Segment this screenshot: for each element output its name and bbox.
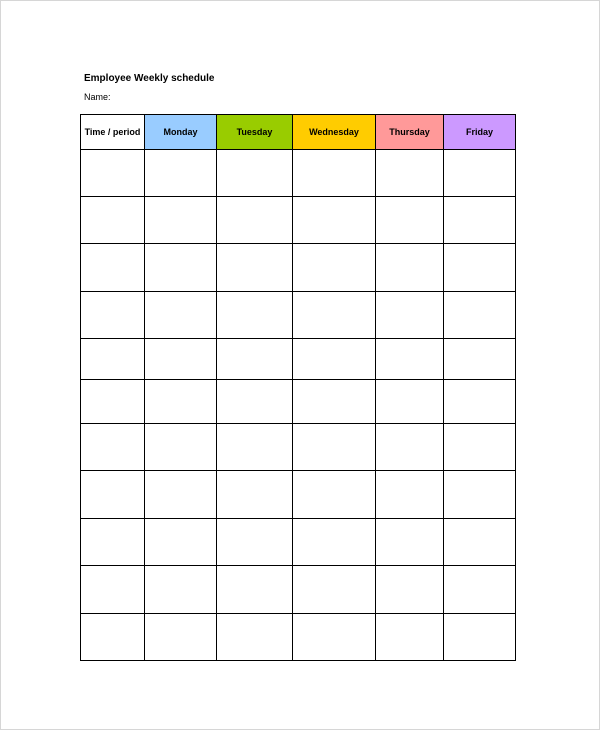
schedule-cell-friday xyxy=(444,244,516,292)
table-row xyxy=(81,244,516,292)
header-wednesday: Wednesday xyxy=(293,115,376,150)
schedule-cell-monday xyxy=(145,614,217,661)
schedule-cell-tuesday xyxy=(217,339,293,380)
schedule-cell-friday xyxy=(444,380,516,424)
schedule-cell-time-period xyxy=(81,380,145,424)
schedule-cell-wednesday xyxy=(293,519,376,566)
schedule-cell-time-period xyxy=(81,197,145,244)
schedule-cell-wednesday xyxy=(293,471,376,519)
schedule-cell-thursday xyxy=(376,150,444,197)
schedule-cell-monday xyxy=(145,292,217,339)
table-row xyxy=(81,614,516,661)
schedule-cell-tuesday xyxy=(217,150,293,197)
table-row xyxy=(81,471,516,519)
schedule-cell-time-period xyxy=(81,614,145,661)
schedule-cell-thursday xyxy=(376,380,444,424)
schedule-cell-time-period xyxy=(81,566,145,614)
header-row xyxy=(81,115,516,150)
schedule-cell-friday xyxy=(444,471,516,519)
schedule-cell-time-period xyxy=(81,292,145,339)
schedule-cell-tuesday xyxy=(217,614,293,661)
schedule-cell-wednesday xyxy=(293,339,376,380)
schedule-cell-monday xyxy=(145,566,217,614)
schedule-cell-thursday xyxy=(376,339,444,380)
schedule-cell-tuesday xyxy=(217,292,293,339)
table-row xyxy=(81,519,516,566)
schedule-cell-thursday xyxy=(376,197,444,244)
table-row xyxy=(81,150,516,197)
schedule-cell-friday xyxy=(444,566,516,614)
schedule-cell-thursday xyxy=(376,292,444,339)
schedule-cell-friday xyxy=(444,339,516,380)
table-row xyxy=(81,197,516,244)
name-label: Name: xyxy=(84,92,111,102)
schedule-table xyxy=(80,114,516,661)
schedule-cell-wednesday xyxy=(293,566,376,614)
schedule-cell-monday xyxy=(145,519,217,566)
schedule-cell-time-period xyxy=(81,244,145,292)
schedule-cell-monday xyxy=(145,244,217,292)
schedule-cell-time-period xyxy=(81,150,145,197)
schedule-cell-monday xyxy=(145,424,217,471)
schedule-cell-thursday xyxy=(376,614,444,661)
schedule-cell-time-period xyxy=(81,519,145,566)
table-row xyxy=(81,339,516,380)
schedule-cell-wednesday xyxy=(293,380,376,424)
schedule-cell-friday xyxy=(444,519,516,566)
table-row xyxy=(81,380,516,424)
schedule-cell-tuesday xyxy=(217,424,293,471)
schedule-cell-tuesday xyxy=(217,471,293,519)
schedule-cell-wednesday xyxy=(293,197,376,244)
schedule-cell-wednesday xyxy=(293,150,376,197)
header-tuesday: Tuesday xyxy=(217,115,293,150)
schedule-cell-time-period xyxy=(81,424,145,471)
schedule-body xyxy=(81,150,516,661)
header-time-period: Time / period xyxy=(81,115,145,150)
table-row xyxy=(81,424,516,471)
schedule-cell-time-period xyxy=(81,339,145,380)
table-row xyxy=(81,292,516,339)
header-thursday: Thursday xyxy=(376,115,444,150)
schedule-cell-tuesday xyxy=(217,519,293,566)
schedule-cell-thursday xyxy=(376,519,444,566)
schedule-cell-tuesday xyxy=(217,197,293,244)
schedule-cell-monday xyxy=(145,150,217,197)
schedule-cell-monday xyxy=(145,380,217,424)
schedule-cell-friday xyxy=(444,150,516,197)
schedule-cell-monday xyxy=(145,471,217,519)
schedule-cell-friday xyxy=(444,292,516,339)
header-monday: Monday xyxy=(145,115,217,150)
schedule-cell-tuesday xyxy=(217,244,293,292)
schedule-cell-friday xyxy=(444,424,516,471)
schedule-cell-thursday xyxy=(376,244,444,292)
schedule-cell-tuesday xyxy=(217,380,293,424)
document-title: Employee Weekly schedule xyxy=(84,73,215,84)
schedule-cell-friday xyxy=(444,197,516,244)
schedule-cell-monday xyxy=(145,339,217,380)
schedule-cell-time-period xyxy=(81,471,145,519)
schedule-cell-wednesday xyxy=(293,244,376,292)
schedule-cell-friday xyxy=(444,614,516,661)
schedule-cell-thursday xyxy=(376,424,444,471)
header-friday: Friday xyxy=(444,115,516,150)
schedule-cell-thursday xyxy=(376,566,444,614)
table-row xyxy=(81,566,516,614)
schedule-cell-thursday xyxy=(376,471,444,519)
schedule-cell-tuesday xyxy=(217,566,293,614)
schedule-cell-wednesday xyxy=(293,292,376,339)
schedule-cell-monday xyxy=(145,197,217,244)
schedule-cell-wednesday xyxy=(293,614,376,661)
schedule-cell-wednesday xyxy=(293,424,376,471)
